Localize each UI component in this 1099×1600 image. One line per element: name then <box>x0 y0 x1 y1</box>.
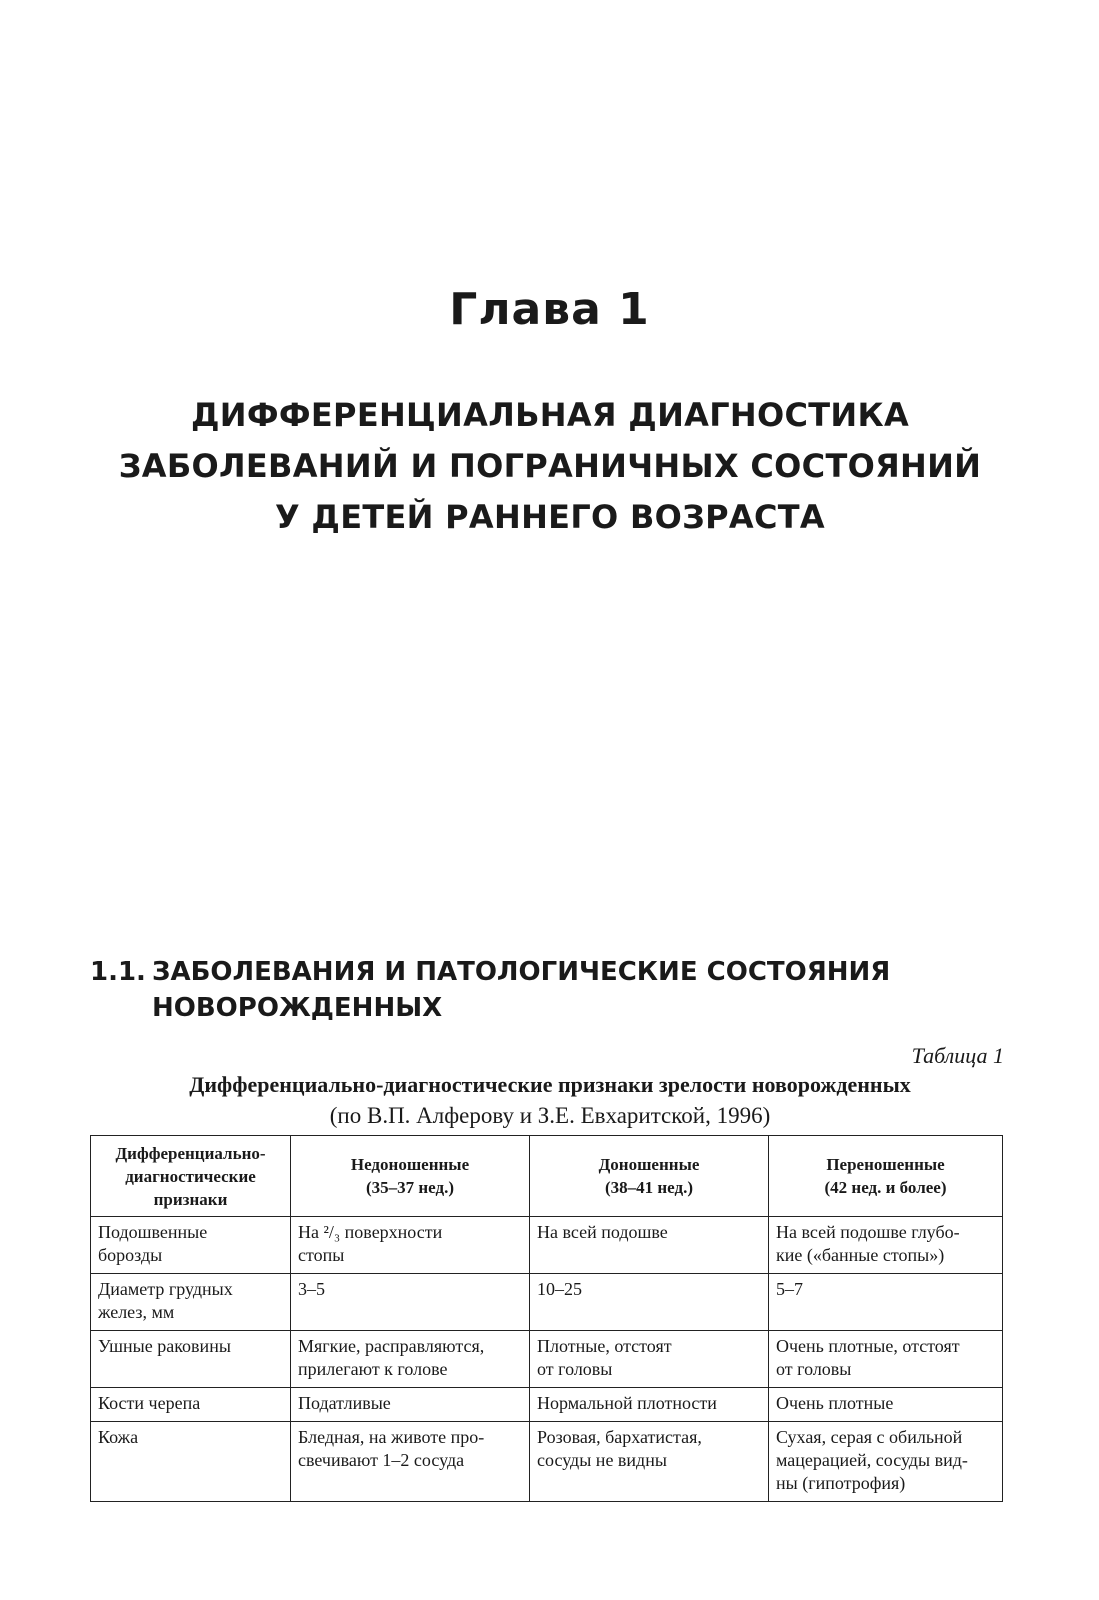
cell-text-line: На всей подошве глубо- <box>776 1222 960 1242</box>
cell-text-line: Бледная, на животе про- <box>298 1427 485 1447</box>
header-text-line: Переношенные <box>826 1155 945 1174</box>
table-cell <box>530 1274 769 1331</box>
cell-text-line: Ушные раковины <box>98 1336 231 1356</box>
cell-text-line: стопы <box>298 1245 345 1265</box>
cell-text-line: прилегают к голове <box>298 1359 448 1379</box>
table-cell <box>769 1422 1003 1502</box>
cell-text-line: На ²/₃ поверхности <box>298 1222 443 1242</box>
cell-text-line: Мягкие, расправляются, <box>298 1336 485 1356</box>
section-title-line: НОВОРОЖДЕННЫХ <box>152 993 443 1023</box>
table-cell <box>769 1274 1003 1331</box>
table-header-cell <box>769 1136 1003 1217</box>
table-row <box>91 1274 1003 1331</box>
cell-text-line: Кожа <box>98 1427 139 1447</box>
row-label-cell <box>91 1422 291 1502</box>
table-header-cell <box>91 1136 291 1217</box>
table-cell <box>769 1331 1003 1388</box>
cell-text-line: Розовая, бархатистая, <box>537 1427 702 1447</box>
maturity-signs-table <box>90 1135 1003 1502</box>
chapter-title: Глава 1 <box>449 284 650 335</box>
header-text-line: (38–41 нед.) <box>604 1178 694 1197</box>
table-label: Таблица 1 <box>911 1043 1004 1068</box>
chapter-subtitle-line: У ДЕТЕЙ РАННЕГО ВОЗРАСТА <box>275 498 825 536</box>
cell-text-line: Нормальной плотности <box>537 1393 717 1413</box>
cell-text-line: 3–5 <box>298 1279 325 1299</box>
chapter-subtitle-line: ЗАБОЛЕВАНИЙ И ПОГРАНИЧНЫХ СОСТОЯНИЙ <box>118 447 982 485</box>
section-heading <box>90 954 990 1026</box>
cell-text-line: Податливые <box>298 1393 391 1413</box>
header-text-line: Недоношенные <box>350 1155 470 1174</box>
cell-text-line: свечивают 1–2 сосуда <box>298 1450 465 1470</box>
table-source: (по В.П. Алферову и З.Е. Евхаритской, 1996) <box>329 1103 771 1128</box>
header-text-line: (35–37 нед.) <box>365 1178 455 1197</box>
table-cell <box>769 1217 1003 1274</box>
cell-text-line: ны (гипотрофия) <box>776 1473 906 1493</box>
cell-text-line: Подошвенные <box>98 1222 208 1242</box>
cell-text-line: Кости черепа <box>98 1393 201 1413</box>
table-cell <box>291 1331 530 1388</box>
cell-text-line: от головы <box>537 1359 613 1379</box>
cell-text-line: мацерацией, сосуды вид- <box>776 1450 968 1470</box>
cell-text-line: борозды <box>98 1245 163 1265</box>
chapter-subtitle <box>80 390 1020 543</box>
chapter-subtitle-line: ДИФФЕРЕНЦИАЛЬНАЯ ДИАГНОСТИКА <box>190 396 910 434</box>
table-cell <box>530 1331 769 1388</box>
cell-text-line: от головы <box>776 1359 852 1379</box>
header-text-line: диагностические <box>125 1166 256 1186</box>
cell-text-line: 5–7 <box>776 1279 803 1299</box>
table-row <box>91 1331 1003 1388</box>
table-cell <box>291 1274 530 1331</box>
header-text-line: Доношенные <box>598 1155 700 1174</box>
table-row <box>91 1422 1003 1502</box>
header-text-line: (42 нед. и более) <box>824 1178 947 1197</box>
table-cell <box>291 1422 530 1502</box>
cell-text-line: Сухая, серая с обильной <box>776 1427 963 1447</box>
cell-text-line: Плотные, отстоят <box>537 1336 672 1356</box>
row-label-cell <box>91 1388 291 1422</box>
table-body <box>91 1217 1003 1502</box>
row-label-cell <box>91 1274 291 1331</box>
section-number: 1.1. <box>90 957 146 987</box>
table-header-row <box>91 1136 1003 1217</box>
table-cell <box>291 1388 530 1422</box>
table-row <box>91 1217 1003 1274</box>
header-text-line: признаки <box>153 1189 228 1209</box>
row-label-cell <box>91 1217 291 1274</box>
table-cell <box>530 1388 769 1422</box>
section-title-line: ЗАБОЛЕВАНИЯ И ПАТОЛОГИЧЕСКИЕ СОСТОЯНИЯ <box>152 957 891 987</box>
table-header-cell <box>530 1136 769 1217</box>
cell-text-line: желез, мм <box>98 1302 175 1322</box>
table-cell <box>530 1422 769 1502</box>
table-row <box>91 1388 1003 1422</box>
cell-text-line: Очень плотные <box>776 1393 894 1413</box>
section-title <box>90 954 990 1026</box>
cell-text-line: кие («банные стопы») <box>776 1245 945 1265</box>
table-cell <box>769 1388 1003 1422</box>
row-label-cell <box>91 1331 291 1388</box>
table-caption: Дифференциально-диагностические признаки зрелости новорожденных <box>189 1072 911 1097</box>
table-cell <box>291 1217 530 1274</box>
table-cell <box>530 1217 769 1274</box>
header-text-line: Дифференциально- <box>115 1143 266 1163</box>
cell-text-line: На всей подошве <box>537 1222 668 1242</box>
cell-text-line: Очень плотные, отстоят <box>776 1336 960 1356</box>
cell-text-line: Диаметр грудных <box>98 1279 233 1299</box>
table-header-cell <box>291 1136 530 1217</box>
cell-text-line: 10–25 <box>537 1279 582 1299</box>
cell-text-line: сосуды не видны <box>537 1450 667 1470</box>
